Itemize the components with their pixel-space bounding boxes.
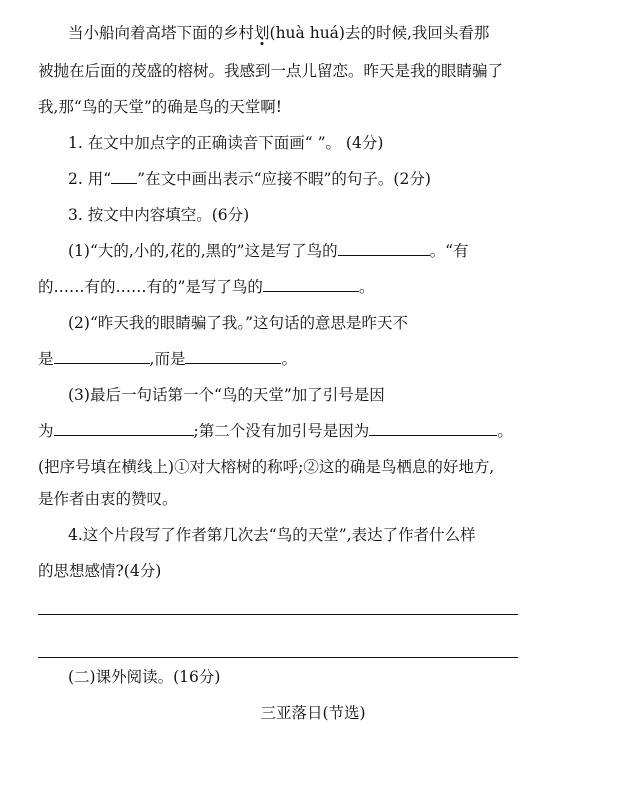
- answer-line-2[interactable]: [38, 657, 518, 658]
- passage-line-2: 被抛在后面的茂盛的榕树。我感到一点儿留恋。昨天是我的眼睛骗了: [38, 62, 504, 80]
- question-3-1-line-1: [68, 240, 469, 262]
- question-text: 的……有的……有的”是写了鸟的: [38, 278, 263, 296]
- question-3-3-line-2: [38, 420, 513, 442]
- answer-blank[interactable]: [185, 348, 281, 364]
- question-2-text: 2. 用“: [68, 170, 112, 188]
- question-3-3-line-1: (3)最后一句话第一个“鸟的天堂”加了引号是因: [68, 386, 385, 404]
- wavy-line-marker: [111, 168, 137, 184]
- question-text: 为: [38, 422, 54, 440]
- section-header: (二)课外阅读。(16分): [68, 668, 221, 686]
- question-3-2-line-1: (2)“昨天我的眼睛骗了我。”这句话的意思是昨天不: [68, 314, 409, 332]
- question-text: 。: [281, 350, 297, 368]
- question-text: 。: [497, 422, 513, 440]
- question-4-line-1: 4.这个片段写了作者第几次去“鸟的天堂”,表达了作者什么样: [68, 526, 476, 544]
- question-3-3-line-4: 是作者由衷的赞叹。: [38, 490, 178, 508]
- passage-line-3: 我,那“鸟的天堂”的确是鸟的天堂啊!: [38, 98, 283, 116]
- pinyin-options: (huà huá)去的时候,我回头看那: [269, 24, 490, 42]
- question-text: ;第二个没有加引号是因为: [193, 422, 370, 440]
- answer-blank[interactable]: [54, 348, 150, 364]
- passage-text: 当小船向着高塔下面的乡村: [68, 24, 255, 42]
- question-1: 1. 在文中加点字的正确读音下面画“ ”。 (4分): [68, 134, 384, 152]
- question-2: [68, 168, 431, 190]
- answer-blank[interactable]: [54, 420, 194, 436]
- answer-blank[interactable]: [263, 276, 359, 292]
- question-text: 。“有: [429, 242, 469, 260]
- answer-line-1[interactable]: [38, 614, 518, 615]
- question-3-1-line-2: [38, 276, 374, 298]
- question-3: 3. 按文中内容填空。(6分): [68, 206, 250, 224]
- question-3-3-line-3: (把序号填在横线上)①对大榕树的称呼;②这的确是鸟栖息的好地方,: [38, 458, 495, 476]
- answer-blank[interactable]: [338, 240, 430, 256]
- question-text: (1)“大的,小的,花的,黑的”这是写了鸟的: [68, 242, 338, 260]
- question-text: 是: [38, 350, 54, 368]
- dotted-character: 划: [254, 24, 270, 42]
- answer-blank[interactable]: [369, 420, 497, 436]
- question-4-line-2: 的思想感情?(4分): [38, 562, 162, 580]
- article-title: 三亚落日(节选): [260, 704, 366, 722]
- question-text: 。: [358, 278, 375, 296]
- question-3-2-line-2: [38, 348, 297, 370]
- passage-line-1: [68, 22, 489, 44]
- question-text: ,而是: [149, 350, 186, 368]
- question-2-text: ”在文中画出表示“应接不暇”的句子。(2分): [137, 170, 431, 188]
